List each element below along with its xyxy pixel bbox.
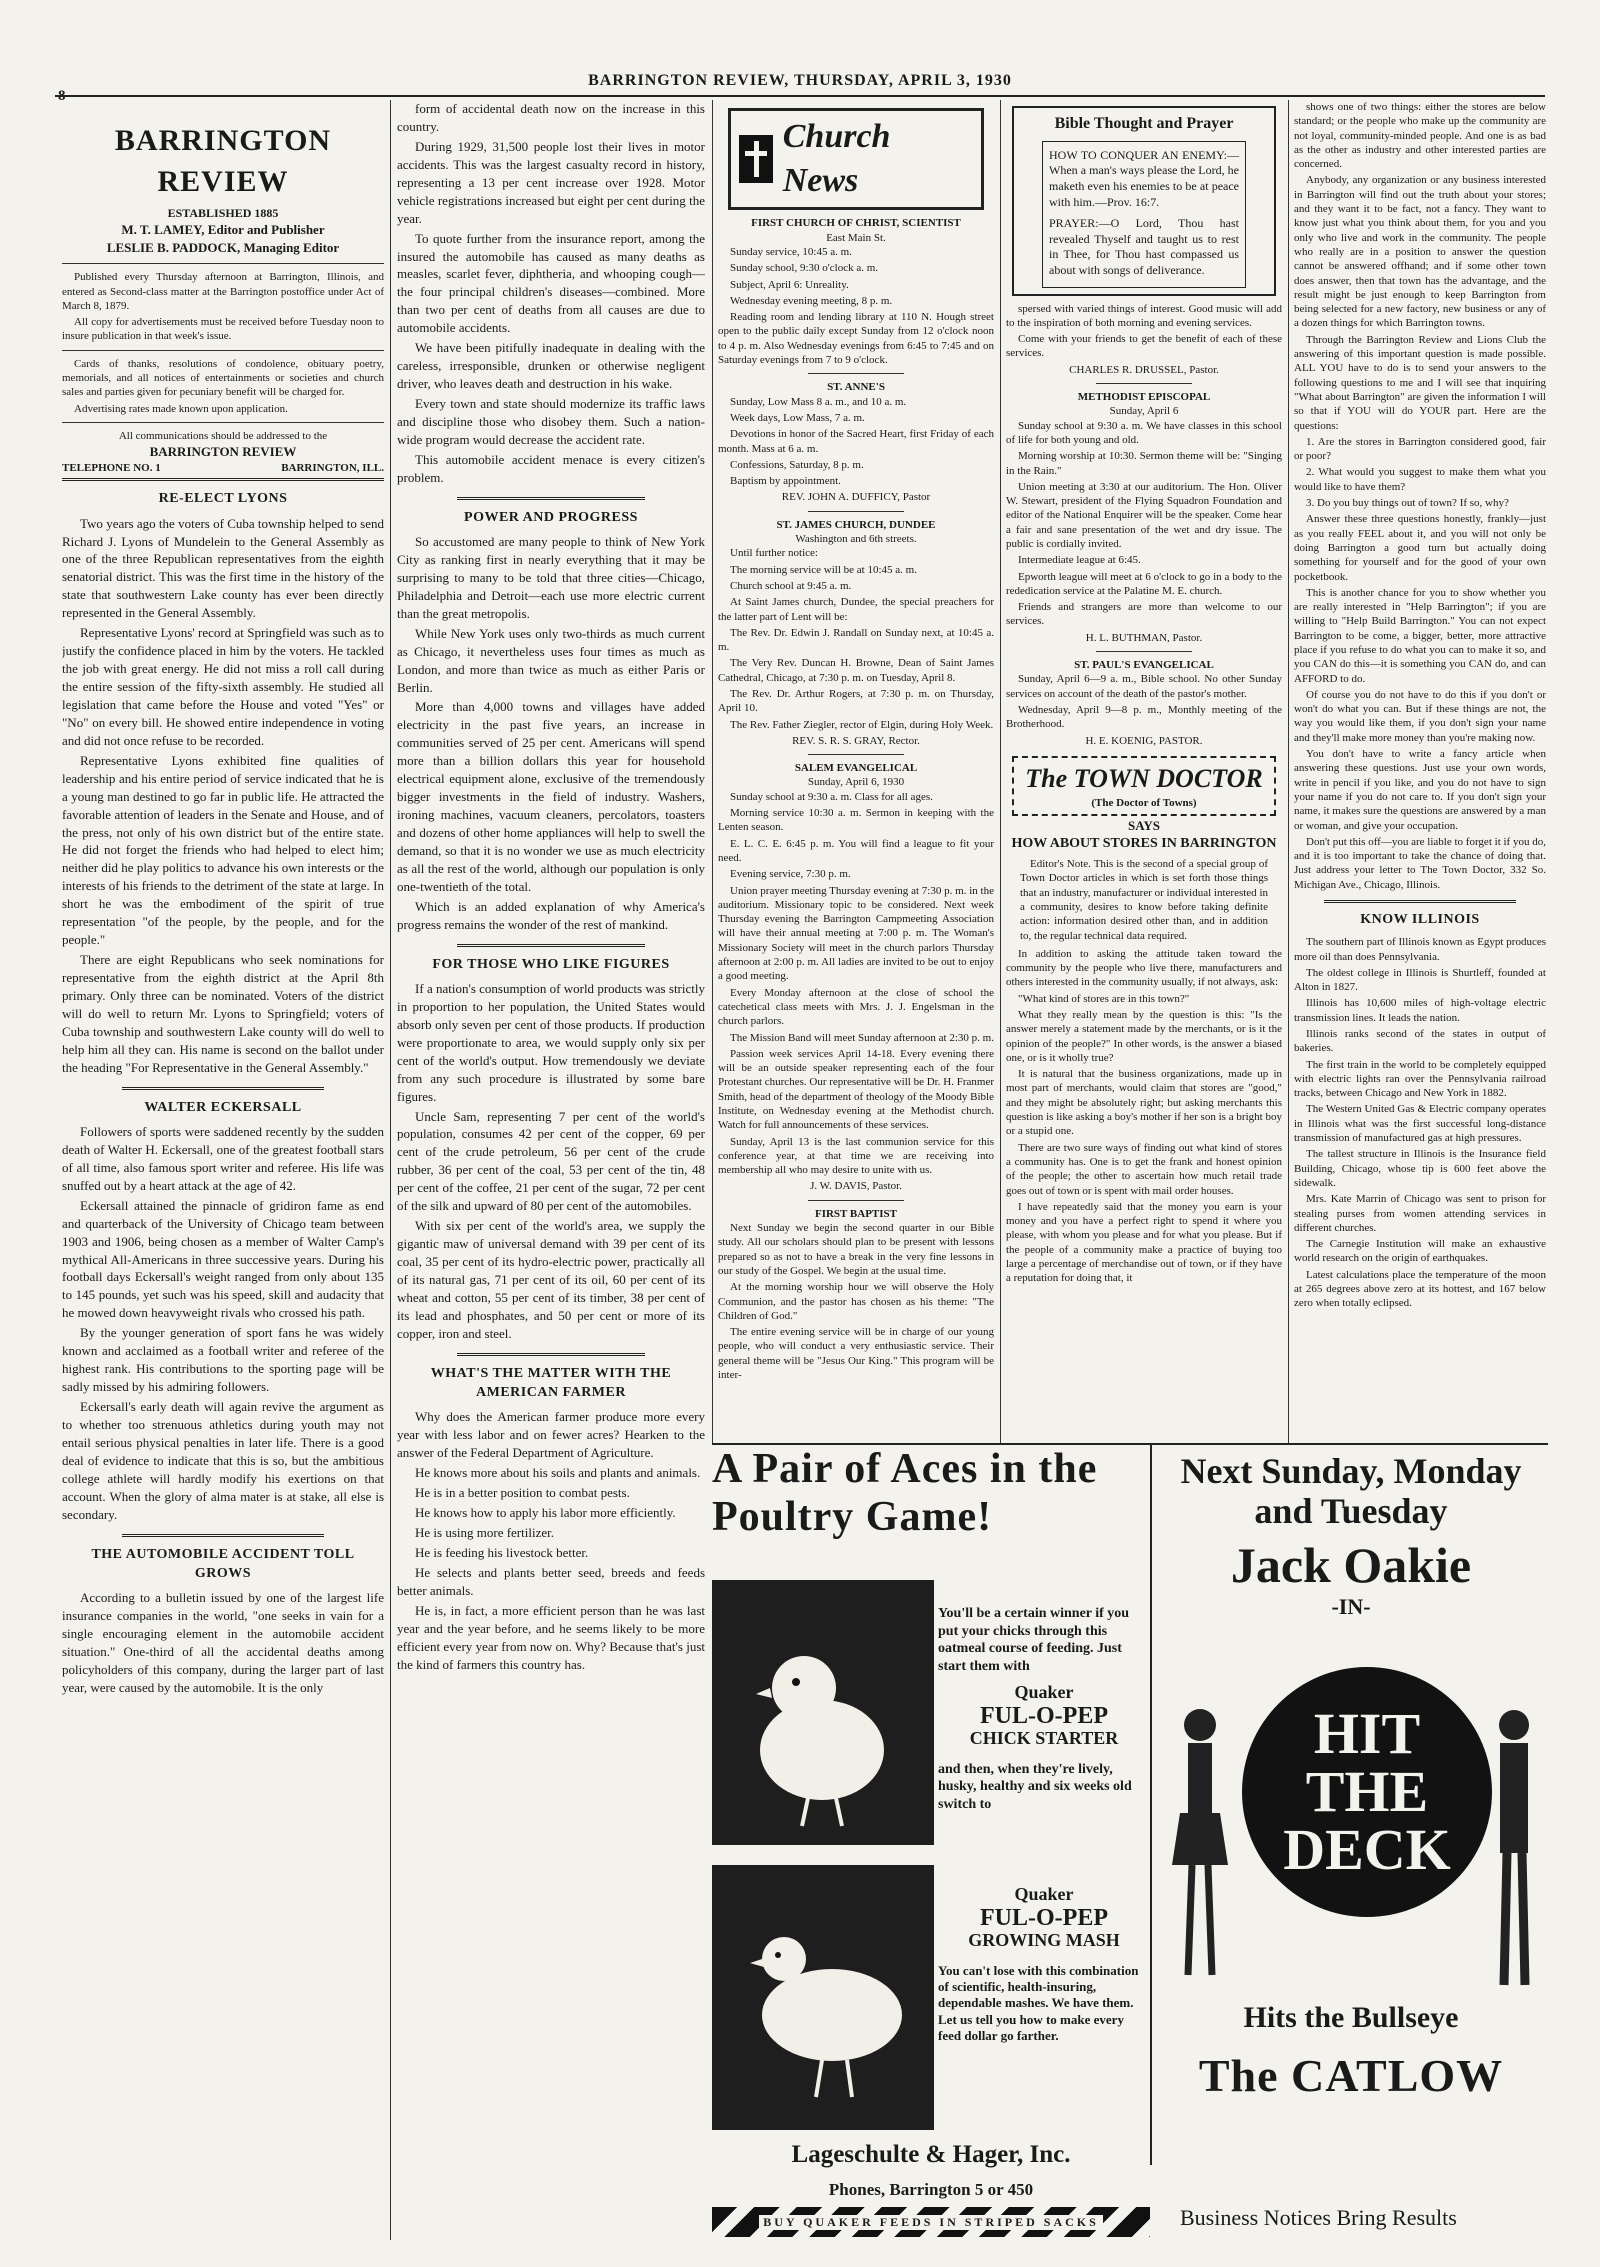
paragraph: Anybody, any organization or any business interested in Barrington will find out the truth about your stores; and they want it to be fact, not a fancy. They want to know just what you think about them, for you and you only who live and work in the community. The people who really are in a position to answer the question cannot be answered offhand; and if some other town does answer, then that town has the advantage, and the result might be just enough to keep Barrington from being selected for a new factory, new business or any of a dozen things for which Barrington towns. [1294,174,1546,330]
headline-auto-accident: THE AUTOMOBILE ACCIDENT TOLL GROWS [91,1546,355,1581]
paragraph: The Carnegie Institution will make an exhaustive world research on the origin of earthquakes. [1294,1238,1546,1265]
paragraph: Illinois has 10,600 miles of high-voltage electric transmission lines. It leads the nation. [1294,997,1546,1024]
paragraph: Evening service, 7:30 p. m. [730,868,851,881]
paragraph: By the younger generation of sport fans he was widely known and acclaimed as a football writer and referee of the highest rank. His contributions to the sporting page will be sadly missed by his admiring followers. [62,1325,384,1395]
bible-verse: HOW TO CONQUER AN ENEMY:—When a man's ways please the Lord, he maketh even his enemies to be at peace with him.—Prov. 16:7. [1049,147,1239,209]
dealer-phones: Phones, Barrington 5 or 450 [828,2180,1034,2199]
paragraph: Of course you do not have to do this if you don't or won't do what you can. But if these things are not, the way you would like them, if you don't sign your name and they'll make more money than you're making now. [1294,688,1546,744]
salem-signature: J. W. DAVIS, Pastor. [810,1180,902,1193]
annes-listing [718,395,994,489]
paragraph: The morning service will be at 10:45 a. m. [730,563,917,576]
cross-icon [739,135,773,183]
town-doctor-article-continued [1294,100,1546,892]
managing-editor-line: LESLIE B. PADDOCK, Managing Editor [106,240,340,256]
paragraph: Wednesday, April 9—8 p. m., Monthly meeting of the Brotherhood. [1006,703,1282,731]
paragraph: Church school at 9:45 a. m. [730,579,852,592]
paragraph: Confessions, Saturday, 8 p. m. [730,458,864,471]
paragraph: Every Monday afternoon at the close of school the catechetical class meets with Mrs. J. J. Engelsman in the church parlors. [718,986,994,1028]
poultry-ad-intro: You'll be a certain winner if you put your chicks through this oatmeal course of feeding. Just start them with [938,1606,1130,1674]
column-4 [1006,100,1282,1440]
movie-slogan: Hits the Bullseye [1243,2001,1459,2034]
publication-note: Published every Thursday afternoon at Barrington, Illinois, and entered as Second-class matter at the Barrington postoffice under Act of March 8, 1879. [62,271,384,312]
salem-listing [718,790,994,1178]
paragraph: According to a bulletin issued by one of the largest life insurance companies in the world, "one seeks in vain for a single encouraging element in the automobile accident situation." One-third of all the accidental deaths among policyholders of this company, during the larger part of last year, were caused by the automobile. It is the only [62,1590,384,1695]
communications-note: All communications should be addressed to the [118,429,328,442]
paragraph: We have been pitifully inadequate in dealing with the careless, irresponsible, drunken or otherwise negligent driver, who leaves death and destruction in his wake. [397,340,705,392]
paragraph: What they really mean by the question is this: "Is the answer merely a statement made by the merchants, or is it the opinion of the people?" In other words, is the answer a biased one, or is it wholly true? [1006,1009,1282,1064]
paragraph: Sunday, Low Mass 8 a. m., and 10 a. m. [730,395,907,408]
paragraph: The Western United Gas & Electric company operates in Illinois what was the first successful long-distance transmission of manufactured gas at high pressures. [1294,1103,1546,1145]
james-heading: ST. JAMES CHURCH, DUNDEE [776,518,936,531]
paragraph: shows one of two things: either the stores are below standard; or the people who make up the community are not loyal, community-minded people. And one is as bad as the other as industry and other interested parties are concerned. [1294,101,1546,171]
dealer-name: Lageschulte & Hager, Inc. [791,2141,1071,2168]
paragraph: Sunday school, 9:30 o'clock a. m. [730,262,879,275]
article-auto-accident [62,1589,384,1697]
poultry-feed-ad [712,1445,1150,2240]
paragraph: He is feeding his livestock better. [415,1544,589,1560]
paragraph: 2. What would you suggest to make them what you would like to have them? [1294,466,1546,493]
paragraph: Until further notice: [730,547,818,560]
product-growing-mash: GROWING MASH [968,1930,1120,1951]
paragraph: The tallest structure in Illinois is the Insurance field Building, Chicago, whose tip is 600 feet above the sidewalk. [1294,1148,1546,1189]
telephone: TELEPHONE NO. 1 [62,462,161,475]
paragraph: More than 4,000 towns and villages have added electricity in the past five years, an increase in communities served of 25 per cent. Americans will spend more than a billion dollars this year for household electrical equipment alone, exclusive of the tremendously bigger investments in the field of industry. Washers, ironing machines, vacuum cleaners, percolators, toasters and dozens of other home appliances will help to swell the demand, so that it is no wonder we use as much electricity as all the rest of the world, although our population is only one-twentieth of the total. [397,699,705,894]
paragraph: Subject, April 6: Unreality. [730,278,849,291]
cards-note: Cards of thanks, resolutions of condolence, obituary poetry, memorials, and all notices of entertainments or societies and church sales and parties given for pecuniary benefit will be charged for. [62,357,384,399]
footer-slogan: Business Notices Bring Results [1180,2205,1457,2230]
city: BARRINGTON, ILL. [281,462,384,475]
town-doctor-headline: HOW ABOUT STORES IN BARRINGTON [1011,835,1277,851]
brand-quaker-1: Quaker [1014,1682,1074,1702]
church-news-title: Church News [782,118,891,200]
paragraph: E. L. C. E. 6:45 p. m. You will find a league to fit your need. [718,837,994,864]
baptist-listing-continued [1006,302,1282,361]
paragraph: Latest calculations place the temperature of the moon at 265 degrees above zero at its hottest, and 167 below zero when totally eclipsed. [1294,1268,1546,1310]
paragraph: Morning worship at 10:30. Sermon theme will be: "Singing in the Rain." [1006,450,1282,477]
editor-line: M. T. LAMEY, Editor and Publisher [121,222,325,238]
paragraph: Sunday, April 13 is the last communion service for this conference year, at that time we are receiving into membership all who may desire to unite with us. [718,1135,994,1177]
poultry-ad-headline: A Pair of Aces in the Poultry Game! [712,1446,1098,1541]
paragraph: You don't have to write a fancy article when answering these questions. Just use your own words, write in pencil if you like, and you do not have to sign your name if you do not care to. If you don't sign your name, it makes sure the questions are answered by a man or woman, and give your occupation. [1294,748,1546,832]
paragraph: Uncle Sam, representing 7 per cent of the world's population, consumes 42 per cent of the copper, 69 per cent of the crude petroleum, 56 per cent of the crude rubber, 36 per cent of the coal, 53 per cent of the tin, 48 per cent of the coffee, 21 per cent of the sugar, 72 per cent of the silk and upward of 80 per cent of the automobiles. [397,1108,705,1214]
paragraph: Sunday service, 10:45 a. m. [730,245,852,258]
paragraph: Every town and state should modernize its traffic laws and discipline those who disobey them. Such a nation-wide program would decrease the accident rate. [397,396,705,447]
paragraph: form of accidental death now on the increase in this country. [397,101,705,134]
paragraph: Devotions in honor of the Sacred Heart, first Friday of each month. Mass at 6 a. m. [718,428,994,455]
paragraph: At the morning worship hour we will observe the Holy Communion, and the pastor has chosen as his theme: "The Children of God." [718,1281,994,1322]
article-figures [397,980,705,1343]
column-2 [397,100,705,2240]
fcc-address: East Main St. [826,231,886,244]
paragraph: Which is an added explanation of why America's progress remains the wonder of the rest of mankind. [397,898,705,932]
paragraph: This is another chance for you to show whether you are really interested in "Help Barrington"; if you are willing to "Help Build Barrington." You can not expect Barrington to be come, a bigger, better, more attractive place if you refuse to do what you can to make it so, and you CAN do this—it is something you CAN do, and can AFFORD to do. [1294,586,1546,685]
column-divider [1000,100,1001,1445]
headline-farmer: WHAT'S THE MATTER WITH THE AMERICAN FARMER [430,1365,672,1400]
paragraph: He is using more fertilizer. [415,1524,554,1540]
paragraph: Union prayer meeting Thursday evening at 7:30 p. m. in the auditorium. Missionary topic to be considered. Next week Thursday evening the Barrington Campmeeting Association will have their annual meeting at 7:00 p. m. The Woman's Missionary Society will meet in the church parlors Thursday afternoon at 2:00 p. m. All ladies are invited to be out to enjoy a good meeting. [718,884,994,983]
hen-illustration [712,1865,934,2130]
paragraph: So accustomed are many people to think of New York City as ranking first in nearly everything that it may be surprising to many to be told that three cities—Chicago, Philadelphia and Detroit—each use more electric current than the great metropolis. [397,534,705,621]
st-pauls-heading: ST. PAUL'S EVANGELICAL [1074,659,1214,672]
paragraph: Illinois ranks second of the states in output of bakeries. [1294,1028,1546,1055]
paragraph: Sunday school at 9:30 a. m. Class for all ages. [730,790,933,803]
paragraph: spersed with varied things of interest. Good music will add to the inspiration of both morning and evening services. [1006,302,1282,329]
st-pauls-listing [1006,672,1282,731]
paragraph: Eckersall attained the pinnacle of gridiron fame as end and quarterback of the University of Chicago team between 1903 and 1906, being chosen as a member of Walter Camp's mythical All-Americans in three successive years. During his football days Eckersall's weight ranged from only about 135 to 145 pounds, yet such was his speed, skill and audacity that he mowed down heavyweight rivals who crossed his path. [62,1197,384,1321]
paragraph: Wednesday evening meeting, 8 p. m. [730,294,893,307]
article-power [397,533,705,934]
fcc-heading: FIRST CHURCH OF CHRIST, SCIENTIST [751,217,961,230]
headline-know-illinois: KNOW ILLINOIS [1360,912,1480,928]
paragraph: Passion week services April 14-18. Every evening there will be an outside speaker representing each of the four Protestant churches. Our representative will be Dr. H. Franmer Smith, head of the department of theology of the Moody Bible Institute, on Wednesday evening at the Methodist church. Watch for full announcements of these services. [718,1047,994,1132]
established: ESTABLISHED 1885 [167,205,279,220]
paragraph: The southern part of Illinois known as Egypt produces more oil than does Pennsylvania. [1294,936,1546,963]
paragraph: Reading room and lending library at 110 N. Hough street open to the public daily except Sunday from 12 o'clock noon to 4 p. m. Also Wednesday evenings from 6:45 to 7:45 and on Saturday evenings from 7 to 9 o'clock. [718,311,994,367]
dancer-figure-icon [1160,1695,1240,1995]
striped-sacks-banner [712,2207,1150,2237]
copy-note: All copy for advertisements must be received before Tuesday noon to insure publication in that week's issue. [62,316,384,343]
paragraph: Union meeting at 3:30 at our auditorium. The Hon. Oliver W. Stewart, president of the Flying Squadron Foundation and editor of the National Enquirer will be the speaker. Come hear a fair and sane presentation of the wet and dry issue. The public is cordially invited. [1006,480,1282,550]
paragraph: He knows how to apply his labor more efficiently. [415,1505,676,1520]
column-5 [1294,100,1546,1440]
paragraph: The oldest college in Illinois is Shurtleff, founded at Alton in 1827. [1294,966,1546,994]
product-chick-starter: CHICK STARTER [969,1728,1119,1749]
bible-prayer: PRAYER:—O Lord, Thou hast revealed Thyself and taught us to rest in Thee, for Thou hast compassed us about with songs of deliverance. [1049,216,1239,277]
fcc-listing [718,245,994,367]
annes-signature: REV. JOHN A. DUFFICY, Pastor [781,491,931,504]
salem-date: Sunday, April 6, 1930 [807,776,905,789]
paragraph: Followers of sports were saddened recently by the sudden death of Walter H. Eckersall, one of the greatest football stars of all time, also famous sport writer and referee. His life was snuffed out by a heart attack at the age of 42. [62,1123,384,1193]
paragraph: In addition to asking the attitude taken toward the community by the people who live there, manufacturers and others interested in the community usually, if not always, ask: [1006,947,1282,989]
paragraph: The Mission Band will meet Sunday afternoon at 2:30 p. m. [730,1031,994,1044]
column-divider [1288,100,1289,1445]
paragraph: 1. Are the stores in Barrington considered good, fair or poor? [1294,435,1546,463]
paragraph: The Very Rev. Duncan H. Browne, Dean of Saint James Cathedral, Chicago, at 7:30 p. m. on Tuesday, April 8. [718,657,994,684]
paragraph: He is, in fact, a more efficient person than he was last year and the year before, and he seems likely to be more efficient every year from now on. Why? Because that's just the kind of farmers this country has. [397,1602,705,1672]
paragraph: If a nation's consumption of world products was strictly in proportion to her population, the United States would absorb only seven per cent of those products. If production were proportionate to area, we would supply only six per cent of the world's output. How tremendously we deviate from any such procedure is illustrated by some bare figures. [397,980,705,1104]
paragraph: Week days, Low Mass, 7 a. m. [730,411,865,424]
annes-heading: ST. ANNE'S [827,381,885,394]
paragraph: Two years ago the voters of Cuba township helped to send Richard J. Lyons of Mundelein to the General Assembly as one of the three Republican representatives from the eighth senatorial district. This was the first time in the history of the state that southwestern Lake county has ever been directly represented in the General Assembly. [62,515,384,621]
poultry-ad-middle: and then, when they're lively, husky, healthy and six weeks old switch to [938,1761,1132,1812]
town-doctor-banner [1012,756,1276,816]
movie-ad [1150,1445,1550,2165]
paragraph: There are two sure ways of finding out what kind of stores a community has. One is to get the frank and honest opinion of the people; the other to ascertain how much retail trade goes out of town or is spent with mail order houses. [1006,1141,1282,1197]
paragraph: To quote further from the insurance report, among the insured the automobile has caused as many deaths as measles, scarlet fever, diphtheria, and whooping cough—the four principal children's diseases—combined. More than two per cent of deaths from all causes are due to automobile accidents. [397,230,705,336]
james-address: Washington and 6th streets. [795,533,917,546]
know-illinois-list [1294,935,1546,1310]
article-lyons [62,515,384,1077]
paragraph: Come with your friends to get the benefit of each of these services. [1006,333,1282,360]
paragraph: This automobile accident menace is every citizen's problem. [397,451,705,485]
paragraph: There are eight Republicans who seek nominations for representative from the eighth district at the April 8th primary. Only three can be nominated. Voters of the district will do well to return Mr. Lyons to Springfield; voters of Cuba township and southwestern Lake county will do well to help him all they can. His name is second on the ballot under the heading "For Representative in the General Assembly." [62,952,384,1075]
paragraph: With six per cent of the world's area, we supply the gigantic maw of universal demand with 39 per cent of its coal, 35 per cent of its hydro-electric power, practically all of its natural gas, 71 per cent of its oil, 60 per cent of its wheat and cotton, 55 per cent of its timber, 38 per cent of its lead and phosphates, and 50 per cent or more of its copper, iron and steel. [397,1218,705,1341]
column-divider [390,100,391,2240]
movie-title-word-2: THE [1305,1759,1429,1824]
column-divider [712,100,713,1445]
headline-power: POWER AND PROGRESS [464,509,638,525]
paragraph: Through the Barrington Review and Lions Club the answering of this important question is made possible. ALL YOU have to do is to send your answers to the following questions to me and I will see that inquiring "What about Barrington" are given the information I will so that if YOU will do YOUR part. Here are the questions: [1294,333,1546,432]
movie-in: -IN- [1331,1593,1371,1619]
paragraph: Representative Lyons exhibited fine qualities of leadership and his entire period of service indicated that he is a young man destined to go far in public life. He attracted the favorable attention of leaders in the Senate and House, and of the press, not only of his own district but of the entire state. He did not forget the friends who had helped to elect him; neither did he play politics to advance his own interests or the interests of his friends to the detriment of the state at large. In short he was the embodiment of the spirit of true representation "of the people, by the people, and for the people." [62,752,384,948]
paragraph: Baptism by appointment. [730,475,841,488]
methodist-signature: H. L. BUTHMAN, Pastor. [1085,631,1203,644]
paragraph: He is in a better position to combat pests. [415,1485,630,1501]
salem-heading: SALEM EVANGELICAL [794,762,918,775]
paragraph: He selects and plants better seed, breeds and feeds better animals. [397,1564,705,1598]
baptist-signature: CHARLES R. DRUSSEL, Pastor. [1069,363,1219,376]
movie-title-disc [1242,1667,1492,1917]
paragraph: Sunday school at 9:30 a. m. We have classes in this school of life for both young and old. [1006,419,1282,446]
town-doctor-says: SAYS [1127,817,1161,833]
column-3 [718,100,994,1440]
bible-thought-box [1012,106,1276,296]
baptist-listing [718,1221,994,1382]
paragraph: Why does the American farmer produce more every year with less labor and on fewer acres? Hearken to the answer of the Federal Department of Agriculture. [397,1409,705,1461]
town-doctor-title: The TOWN DOCTOR [1025,763,1263,793]
methodist-listing [1006,419,1282,629]
methodist-date: Sunday, April 6 [1109,405,1179,418]
top-rule [55,95,1545,97]
town-doctor-editor-note: Editor's Note. This is the second of a special group of Town Doctor articles in which is set forth those things that an industry, manufacturer or individual interested in a community, desires to know before taking definite action: information desired other than, and in addition to, the regular technical data required. [1020,858,1268,942]
paragraph: He knows more about his soils and plants and animals. [415,1465,701,1481]
paragraph: It is natural that the business organizations, made up in most part of merchants, would claim that stores are "good," and they might be absolutely right; but asking merchants this question is like asking a boy's mother if her son is a bright boy or a stupid one. [1006,1068,1282,1138]
paragraph: At Saint James church, Dundee, the special preachers for the latter part of Lent will be: [718,596,994,623]
chick-illustration [712,1580,934,1845]
sailor-figure-icon [1482,1695,1546,1995]
bible-thought-title: Bible Thought and Prayer [1054,115,1234,132]
baptist-heading: FIRST BAPTIST [814,1207,898,1220]
church-news-banner [728,108,984,210]
paragraph: Representative Lyons' record at Springfield was such as to justify the confidence placed in him by the voters. He tackled the job with great energy. He did not miss a roll call during the entire session of the fifty-sixth assembly. He studied all legislation that came before the House and voted "Yes" or "No" on every bill. He showed entire independence in voting and did not once refuse to be recorded. [62,625,384,748]
town-doctor-subtitle: (The Doctor of Towns) [1091,796,1197,809]
headline-lyons: RE-ELECT LYONS [158,491,288,507]
movie-days: Next Sunday, Monday and Tuesday [1180,1451,1522,1532]
masthead: BARRINGTON REVIEW, THURSDAY, APRIL 3, 1930 [588,72,1012,89]
town-doctor-article [1006,947,1282,1286]
movie-title-word-1: HIT [1313,1701,1421,1766]
theater-name: The CATLOW [1198,2050,1504,2101]
paragraph: Answer these three questions honestly, frankly—just as you really FEEL about it, and you will not only be doing Barrington a good turn but actually doing something for yourself and for the good of your own pocketbook. [1294,513,1546,583]
paragraph: Intermediate league at 6:45. [1018,554,1141,567]
paragraph: Mrs. Kate Marrin of Chicago was sent to prison for stealing purses from women attending services in different churches. [1294,1193,1546,1234]
paragraph: Don't put this off—you are liable to forget it if you do, and it is too important to take the chance of doing that. Just address your letter to The Town Doctor, 332 So. Michigan Ave., Chicago, Illinois. [1294,835,1546,891]
james-listing [718,546,994,732]
paragraph: 3. Do you buy things out of town? If so, why? [1306,497,1509,510]
brand-fulopep-1: FUL-O-PEP [980,1702,1108,1729]
st-pauls-signature: H. E. KOENIG, PASTOR. [1085,734,1203,747]
paragraph: Sunday, April 6—9 a. m., Bible school. No other Sunday services on account of the death of the pastor's mother. [1006,673,1282,700]
newspaper-title: BARRINGTON REVIEW [114,124,332,199]
paragraph: Morning service 10:30 a. m. Sermon in keeping with the Lenten season. [718,807,994,834]
paragraph: Epworth league will meet at 6 o'clock to go in a body to the rededication service at the Palatine M. E. church. [1006,570,1282,597]
article-eckersall [62,1123,384,1524]
paragraph: The Rev. Dr. Edwin J. Randall on Sunday next, at 10:45 a. m. [718,626,994,654]
chick-icon [712,1580,934,1845]
paragraph: "What kind of stores are in this town?" [1018,992,1190,1005]
brand-fulopep-2: FUL-O-PEP [980,1904,1108,1931]
paragraph: I have repeatedly said that the money you earn is your money and you have a perfect right to spend it where you please, with whom you please and for what you please. But if the people of a community make a practice of buying too large a percentage of merchandise out of town, or if they have a reputation for doing that, it [1006,1200,1282,1285]
methodist-heading: METHODIST EPISCOPAL [1077,391,1211,404]
column-1 [62,100,384,2240]
paragraph: During 1929, 31,500 people lost their lives in motor accidents. This was the largest casualty record in history, representing a 13 per cent increase over 1928. Motor vehicle registrations increased but eight per cent during the year. [397,138,705,226]
paragraph: Eckersall's early death will again revive the argument as to whether too strenuous athletics during youth may not entail serious physical penalties in later life. There is a good deal of evidence to indicate that this is so, but the ambitious college athlete will hardly modify his exertions on that account. When the glory of alma mater is at stake, all else is secondary. [62,1399,384,1522]
paragraph: The entire evening service will be in charge of our young people, who will conduct a very enthusiastic service. Their general theme will be "Jesus Our King." This program will be inter- [718,1326,994,1382]
hen-icon [712,1865,934,2130]
striped-sacks-text: BUY QUAKER FEEDS IN STRIPED SACKS [759,2215,1103,2230]
paragraph: The Rev. Father Ziegler, rector of Elgin, during Holy Week. [730,718,994,731]
james-signature: REV. S. R. S. GRAY, Rector. [792,734,920,747]
article-auto-accident-continued [397,100,705,487]
paragraph: The Rev. Dr. Arthur Rogers, at 7:30 p. m. on Thursday, April 10. [718,687,994,715]
movie-title-word-3: DECK [1283,1817,1451,1882]
communications-name: BARRINGTON REVIEW [149,444,297,460]
paragraph: Friends and strangers are more than welcome to our services. [1006,601,1282,628]
headline-figures: FOR THOSE WHO LIKE FIGURES [432,956,670,972]
paragraph: While New York uses only two-thirds as much current as Chicago, it nevertheless uses four times as much as London, and more than twice as much as either Paris or Berlin. [397,625,705,695]
poultry-ad-outro: You can't lose with this combination of scientific, health-insuring, dependable mashes. We have them. Let us tell you how to make every feed dollar go farther. [938,1962,1139,2043]
movie-star: Jack Oakie [1230,1536,1472,1593]
brand-quaker-2: Quaker [1014,1884,1074,1904]
rates-note: Advertising rates made known upon application. [74,402,288,415]
paragraph: Next Sunday we begin the second quarter in our Bible study. All our scholars should plan to be present with lessons prepared so as not to have a break in the very fine lessons in our study of the Gospel. We begin at the usual time. [718,1222,994,1277]
paragraph: The first train in the world to be completely equipped with electric lights ran over the Pennsylvania railroad tracks, between Chicago and New York in 1882. [1294,1058,1546,1100]
headline-eckersall: WALTER ECKERSALL [144,1099,302,1115]
article-farmer [397,1408,705,1673]
